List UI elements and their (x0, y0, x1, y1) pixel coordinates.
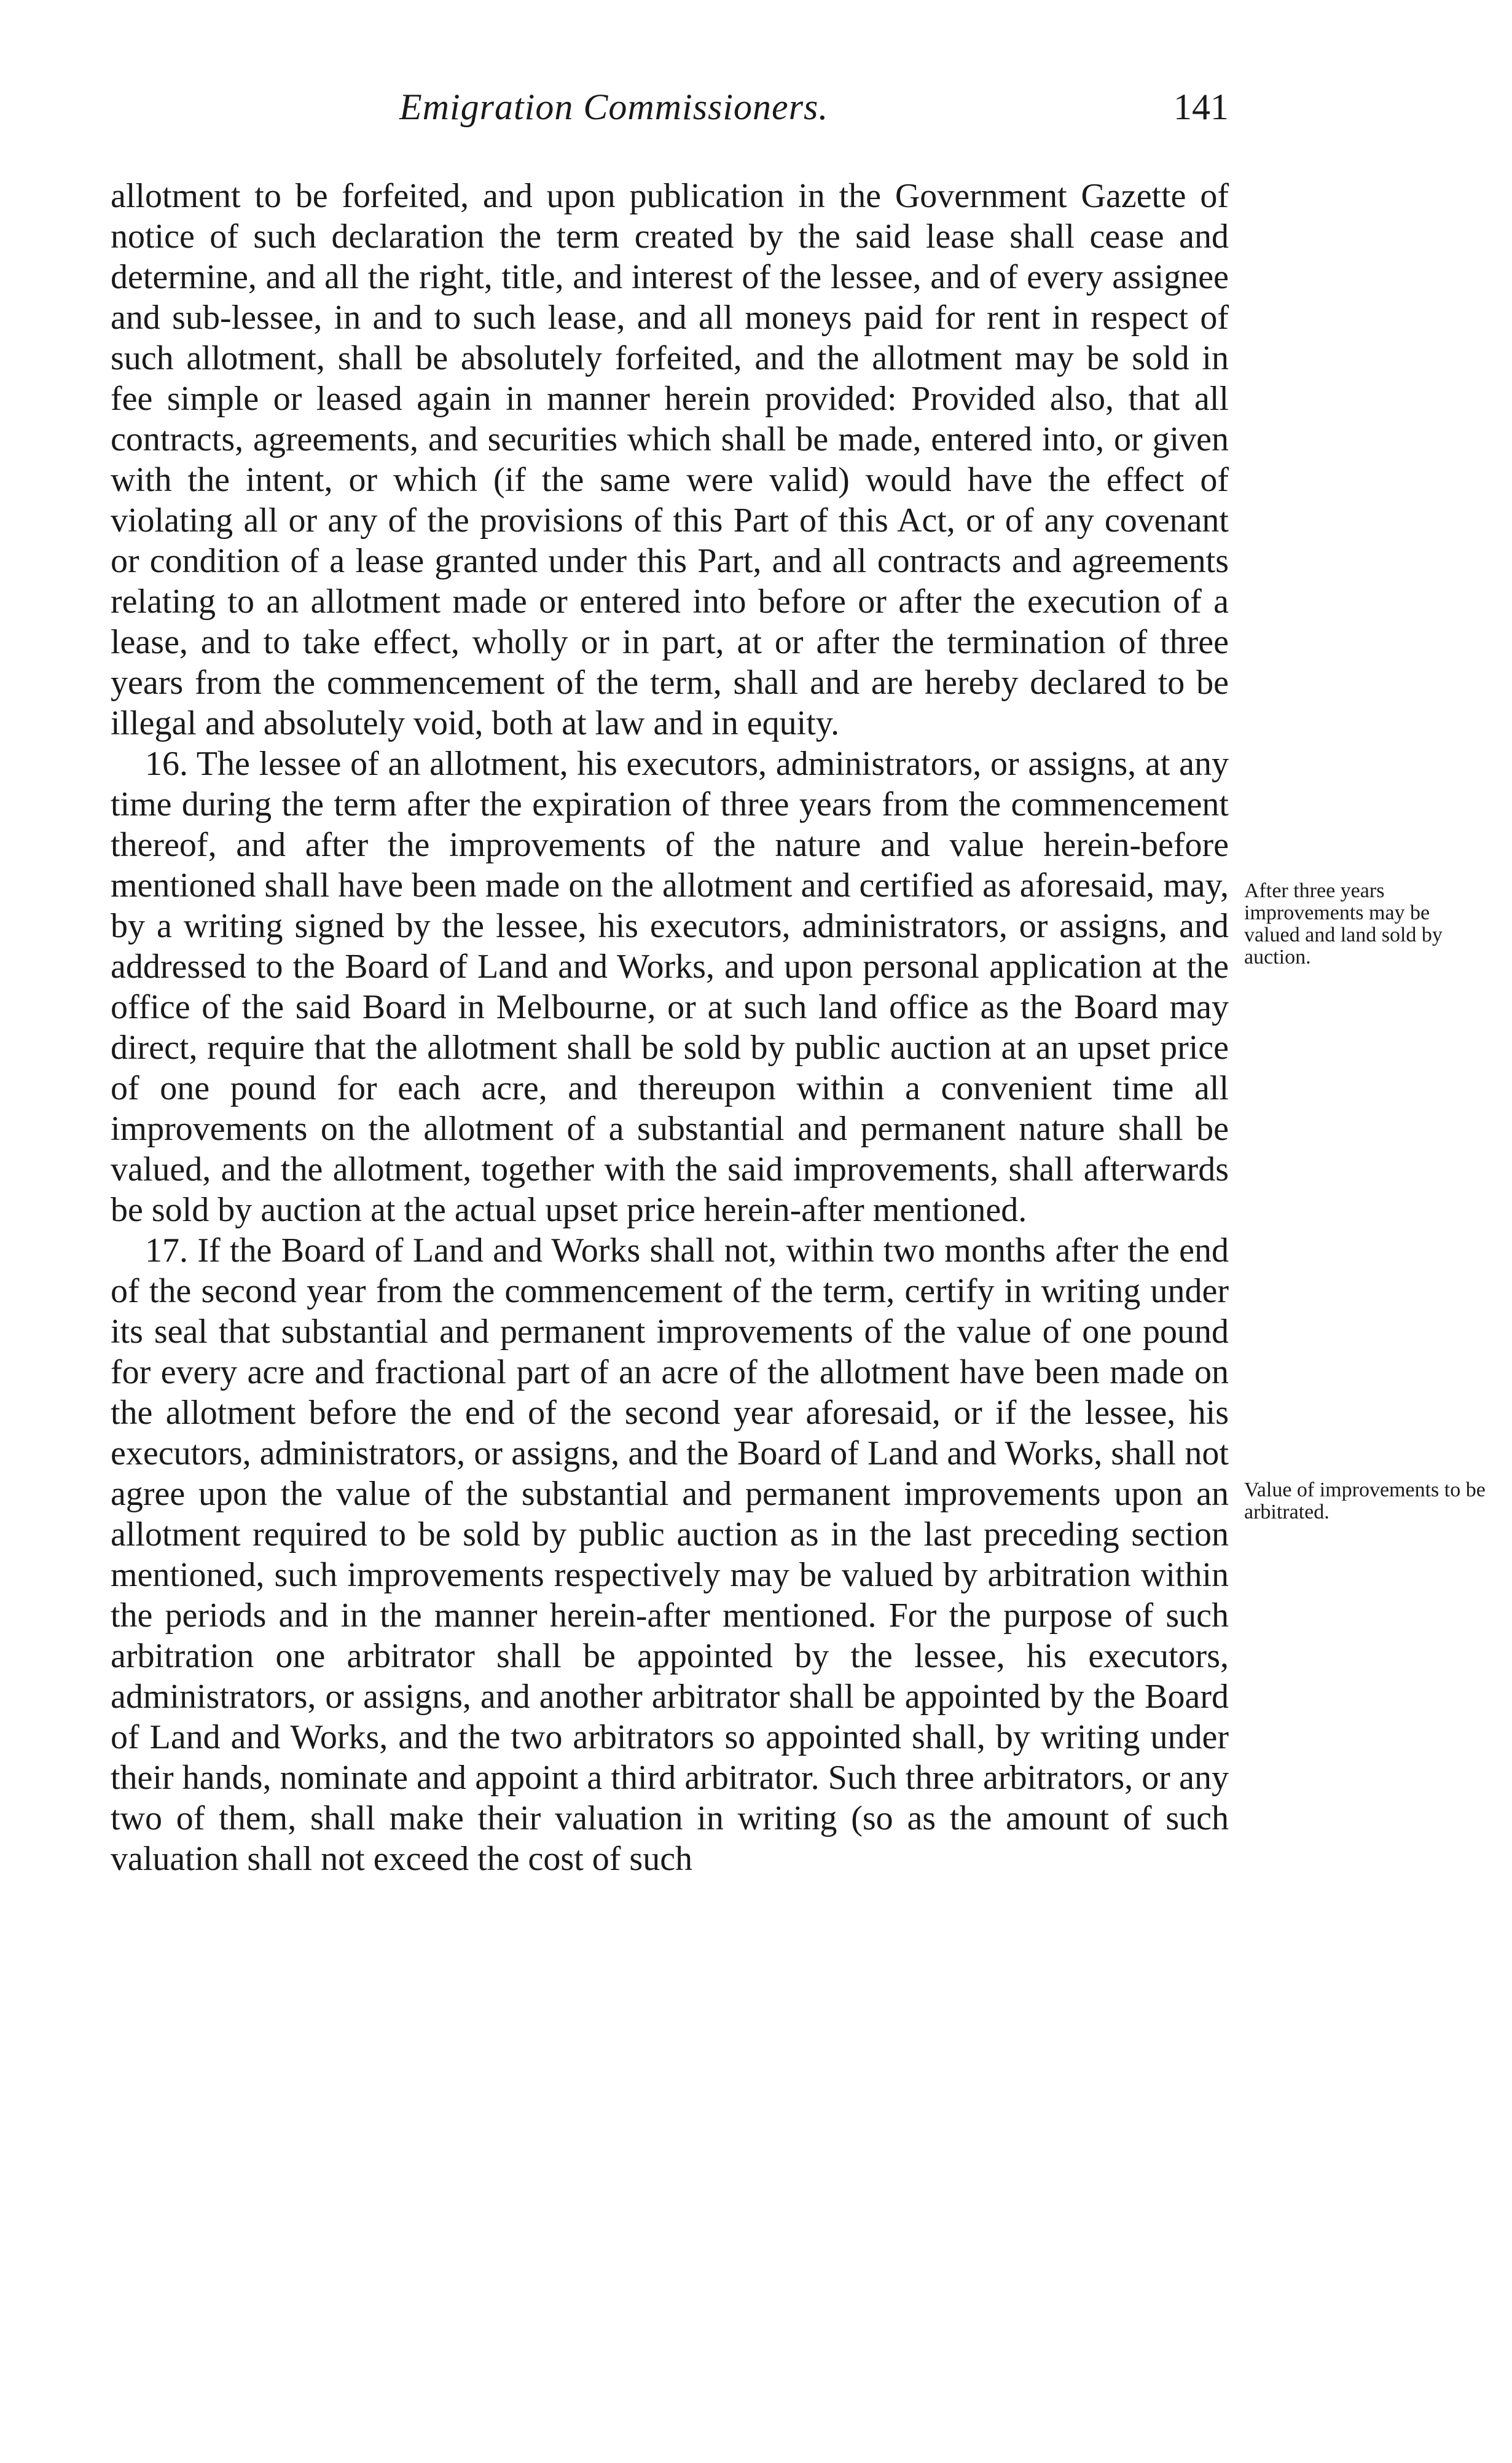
section-17-paragraph: 17. If the Board of Land and Works shall not, within two months after the end of the second year from the commencement of the term, certify in writing under its seal that substantial and permanent improvements of the value of one pound for every acre and fractional part of an acre of the allotment have been made on the allotment before the end of the second year aforesaid, or if the lessee, his executors, administrators, or assigns, and the Board of Land and Works, shall not agree upon the value of the substantial and permanent improvements upon an allotment required to be sold by public auction as in the last preceding section mentioned, such improvements respectively may be valued by arbitration within the periods and in the manner herein-after mentioned. For the purpose of such arbitration one arbitrator shall be appointed by the lessee, his executors, administrators, or assigns, and another arbitrator shall be appointed by the Board of Land and Works, and the two arbitrators so appointed shall, by writing under their hands, nominate and appoint a third arbitrator. Such three arbitrators, or any two of them, shall make their valuation in writing (so as the amount of such valuation shall not exceed the cost of such (111, 1232, 1229, 1878)
running-head-title: Emigration Commissioners. (399, 87, 829, 127)
section-16-paragraph: 16. The lessee of an allotment, his executors, administrators, or assigns, at any time during the term after the expiration of three years from the commencement thereof, and after the improvements of the nature and value herein-before mentioned shall have been made on the allotment and certified as aforesaid, may, by a writing signed by the lessee, his executors, administrators, or assigns, and addressed to the Board of Land and Works, and upon personal application at the office of the said Board in Melbourne, or at such land office as the Board may direct, require that the allotment shall be sold by public auction at an upset price of one pound for each acre, and thereupon within a convenient time all improvements on the allotment of a substantial and permanent nature shall be valued, and the allotment, together with the said improvements, shall afterwards be sold by auction at the actual upset price herein-after mentioned. (111, 745, 1229, 1229)
marginal-note-section-16: After three years improvements may be valued and land sold by auction. (1244, 879, 1443, 968)
running-head (111, 86, 1229, 135)
marginal-note-section-17: Value of improvements to be arbitrated. (1244, 1479, 1486, 1523)
paragraph-continuation: allotment to be forfeited, and upon publication in the Government Gazette of notice of such declaration the term created by the said lease shall cease and determine, and all the right, title, and interest of the lessee, and of every assignee and sub-lessee, in and to such lease, and all moneys paid for rent in respect of such allotment, shall be absolutely forfeited, and the allotment may be sold in fee simple or leased again in manner herein provided: Provided also, that all contracts, agreements, and securities which shall be made, entered into, or given with the intent, or which (if the same were valid) would have the effect of violating all or any of the provisions of this Part of this Act, or of any covenant or condition of a lease granted under this Part, and all contracts and agreements relating to an allotment made or entered into before or after the execution of a lease, and to take effect, wholly or in part, at or after the termination of three years from the commencement of the term, shall and are hereby declared to be illegal and absolutely void, both at law and in equity. (111, 177, 1229, 742)
body-text (111, 176, 1229, 1879)
page-number: 141 (1173, 87, 1229, 127)
